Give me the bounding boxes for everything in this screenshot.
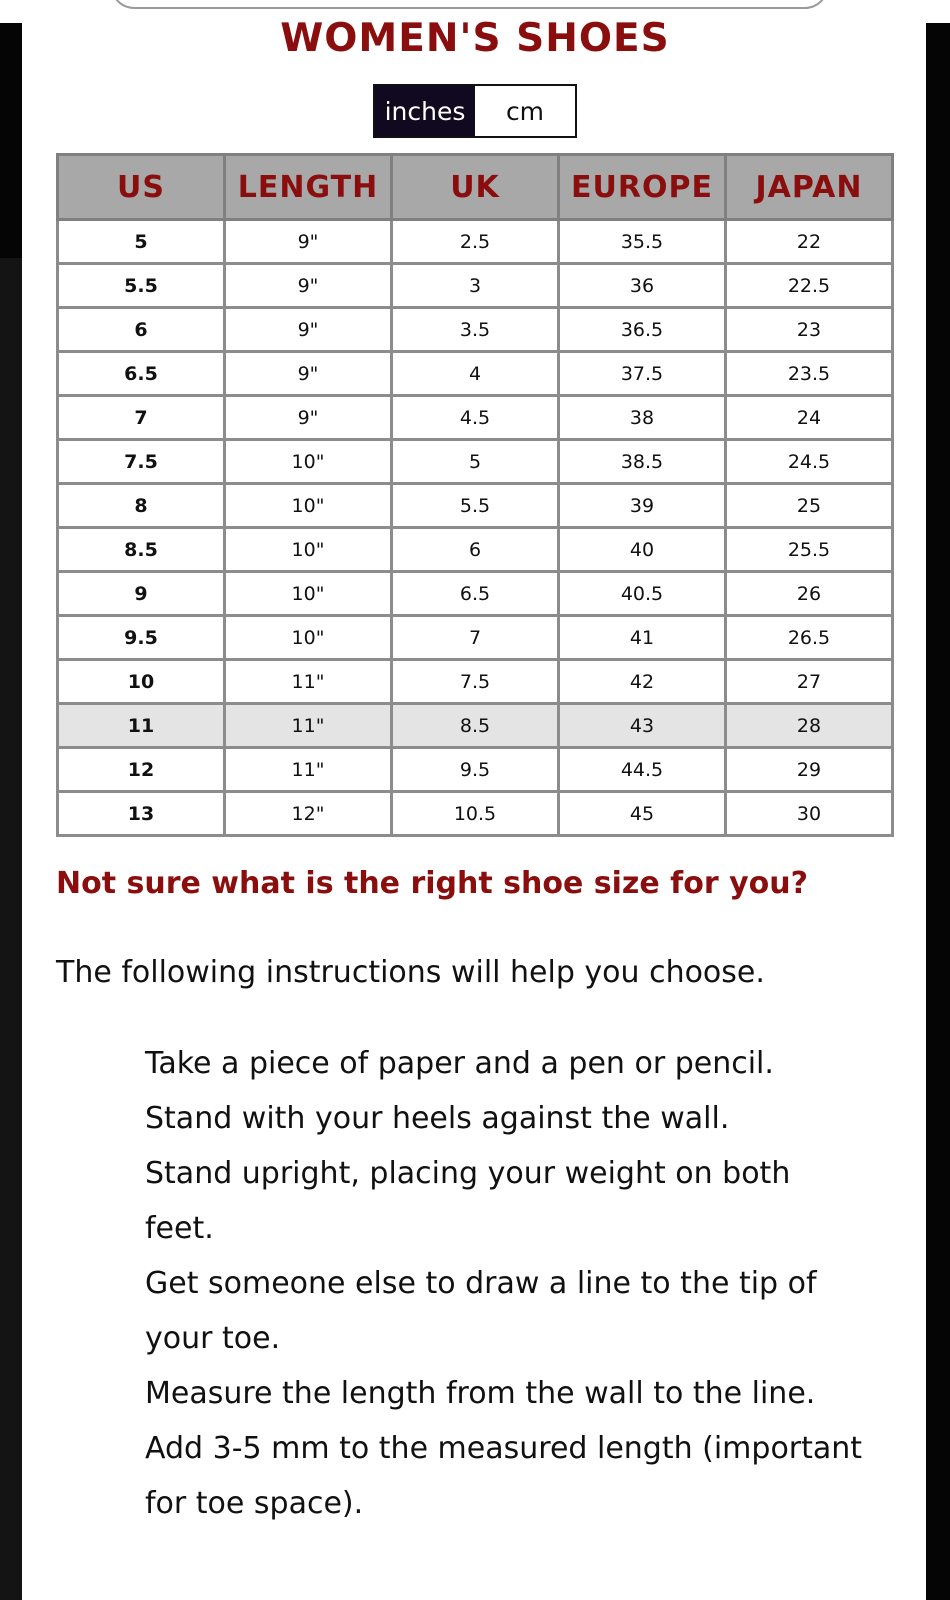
- table-row: [58, 528, 893, 572]
- cell-japan: 29: [726, 748, 893, 792]
- cell-europe: 35.5: [559, 220, 726, 264]
- cell-uk: 6: [392, 528, 559, 572]
- cell-japan: 26: [726, 572, 893, 616]
- cell-length: 9": [225, 264, 392, 308]
- cell-europe: 43: [559, 704, 726, 748]
- instruction-step: Measure the length from the wall to the line.: [145, 1376, 816, 1411]
- cell-europe: 37.5: [559, 352, 726, 396]
- cell-uk: 4: [392, 352, 559, 396]
- cell-japan: 25.5: [726, 528, 893, 572]
- table-row: [58, 616, 893, 660]
- cell-japan: 22.5: [726, 264, 893, 308]
- cell-uk: 10.5: [392, 792, 559, 836]
- cell-length: 9": [225, 220, 392, 264]
- cell-length: 10": [225, 484, 392, 528]
- cell-japan: 24.5: [726, 440, 893, 484]
- cell-japan: 27: [726, 660, 893, 704]
- size-chart-table: [56, 153, 894, 837]
- left-edge-bar: [0, 23, 22, 1600]
- cell-us: 5: [58, 220, 225, 264]
- cell-japan: 24: [726, 396, 893, 440]
- instruction-step: Stand upright, placing your weight on both feet.: [145, 1156, 791, 1246]
- cell-uk: 7.5: [392, 660, 559, 704]
- cell-uk: 5: [392, 440, 559, 484]
- cell-length: 10": [225, 440, 392, 484]
- cell-japan: 26.5: [726, 616, 893, 660]
- instruction-list: [145, 1036, 865, 1531]
- header-us: US: [58, 155, 225, 220]
- cell-us: 6.5: [58, 352, 225, 396]
- cell-europe: 40.5: [559, 572, 726, 616]
- cell-us: 5.5: [58, 264, 225, 308]
- cell-europe: 44.5: [559, 748, 726, 792]
- instruction-step: Add 3-5 mm to the measured length (important for toe space).: [145, 1431, 863, 1521]
- inches-button[interactable]: inches: [375, 86, 475, 136]
- cell-europe: 38.5: [559, 440, 726, 484]
- instruction-step: Take a piece of paper and a pen or pencil.: [145, 1046, 774, 1081]
- cell-uk: 4.5: [392, 396, 559, 440]
- table-row: [58, 572, 893, 616]
- header-length: LENGTH: [225, 155, 392, 220]
- cell-europe: 45: [559, 792, 726, 836]
- cell-japan: 22: [726, 220, 893, 264]
- cell-europe: 42: [559, 660, 726, 704]
- table-row: [58, 308, 893, 352]
- cell-japan: 23: [726, 308, 893, 352]
- cell-japan: 30: [726, 792, 893, 836]
- cell-us: 9: [58, 572, 225, 616]
- table-row: [58, 352, 893, 396]
- cell-us: 8.5: [58, 528, 225, 572]
- cm-button[interactable]: cm: [475, 86, 575, 136]
- table-row: [58, 704, 893, 748]
- cell-length: 11": [225, 748, 392, 792]
- cell-japan: 28: [726, 704, 893, 748]
- table-row: [58, 440, 893, 484]
- table-row: [58, 748, 893, 792]
- header-japan: JAPAN: [726, 155, 893, 220]
- cell-japan: 25: [726, 484, 893, 528]
- header-europe: EUROPE: [559, 155, 726, 220]
- cell-us: 7.5: [58, 440, 225, 484]
- cell-europe: 36.5: [559, 308, 726, 352]
- cell-europe: 38: [559, 396, 726, 440]
- table-row: [58, 220, 893, 264]
- cell-length: 12": [225, 792, 392, 836]
- unit-toggle: [373, 84, 577, 138]
- table-row: [58, 484, 893, 528]
- table-header-row: [58, 155, 893, 220]
- cell-uk: 2.5: [392, 220, 559, 264]
- help-intro: The following instructions will help you choose.: [56, 955, 765, 990]
- help-question: Not sure what is the right shoe size for you?: [56, 866, 809, 901]
- cell-uk: 3.5: [392, 308, 559, 352]
- table-row: [58, 264, 893, 308]
- cell-us: 11: [58, 704, 225, 748]
- cell-europe: 40: [559, 528, 726, 572]
- cell-length: 11": [225, 704, 392, 748]
- cell-length: 9": [225, 396, 392, 440]
- table-row: [58, 660, 893, 704]
- cell-length: 10": [225, 572, 392, 616]
- cell-us: 9.5: [58, 616, 225, 660]
- cell-length: 10": [225, 616, 392, 660]
- cell-uk: 3: [392, 264, 559, 308]
- cell-europe: 39: [559, 484, 726, 528]
- cell-europe: 36: [559, 264, 726, 308]
- cell-us: 10: [58, 660, 225, 704]
- cell-uk: 9.5: [392, 748, 559, 792]
- cell-us: 7: [58, 396, 225, 440]
- cell-us: 13: [58, 792, 225, 836]
- cell-length: 10": [225, 528, 392, 572]
- instruction-step: Get someone else to draw a line to the tip of your toe.: [145, 1266, 817, 1356]
- cell-uk: 6.5: [392, 572, 559, 616]
- cell-us: 8: [58, 484, 225, 528]
- cell-length: 9": [225, 308, 392, 352]
- right-edge-bar: [926, 23, 950, 1600]
- cell-europe: 41: [559, 616, 726, 660]
- cell-us: 6: [58, 308, 225, 352]
- cell-us: 12: [58, 748, 225, 792]
- cell-uk: 8.5: [392, 704, 559, 748]
- cell-length: 9": [225, 352, 392, 396]
- cell-japan: 23.5: [726, 352, 893, 396]
- cell-length: 11": [225, 660, 392, 704]
- table-row: [58, 792, 893, 836]
- header-uk: UK: [392, 155, 559, 220]
- cell-uk: 5.5: [392, 484, 559, 528]
- cell-uk: 7: [392, 616, 559, 660]
- top-search-bar-edge[interactable]: [110, 0, 829, 9]
- table-row: [58, 396, 893, 440]
- page-title: WOMEN'S SHOES: [280, 16, 670, 61]
- instruction-step: Stand with your heels against the wall.: [145, 1101, 730, 1136]
